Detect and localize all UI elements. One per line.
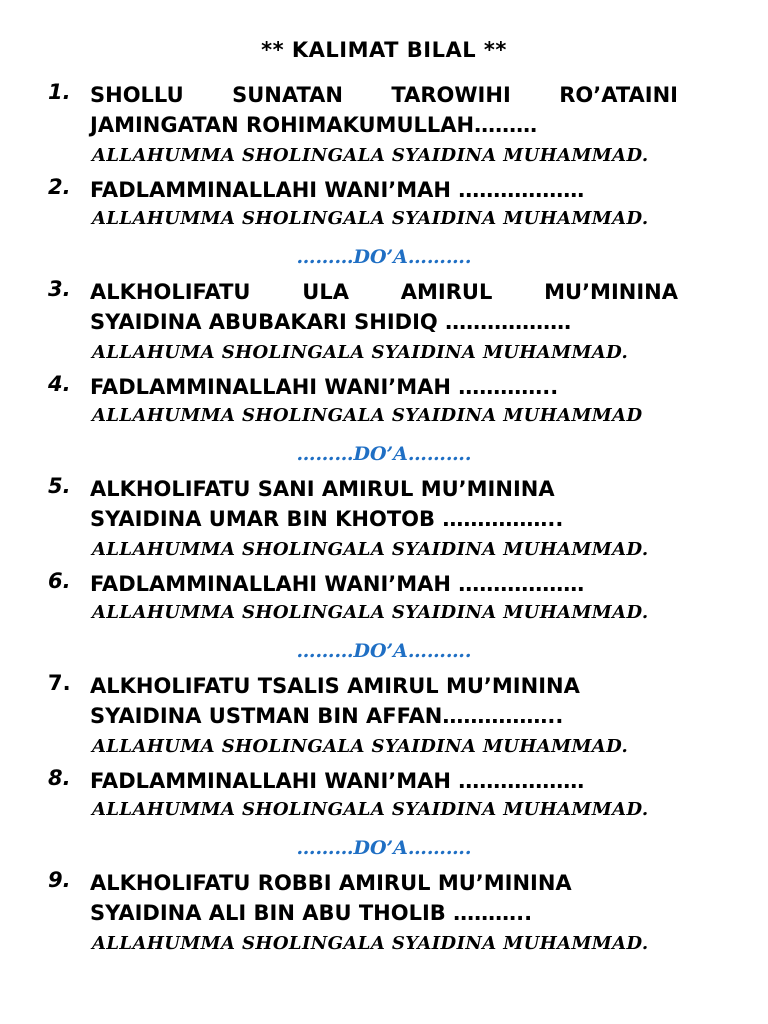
item-number: 5. [48, 474, 71, 498]
item-number: 4. [48, 372, 71, 396]
item-line: FADLAMMINALLAHI WANI’MAH ………….. [90, 375, 559, 399]
item-text [90, 868, 678, 928]
item-text [90, 671, 678, 731]
response-line: ALLAHUMMA SHOLINGALA SYAIDINA MUHAMMAD. [92, 539, 649, 560]
item-text [90, 569, 678, 599]
document-title: ** KALIMAT BILAL ** [261, 38, 507, 62]
item-line: FADLAMMINALLAHI WANI’MAH ……………… [90, 572, 585, 596]
item-number: 9. [48, 868, 71, 892]
item-text [90, 372, 678, 402]
response-line: ALLAHUMMA SHOLINGALA SYAIDINA MUHAMMAD. [92, 799, 649, 820]
response-line: ALLAHUMMA SHOLINGALA SYAIDINA MUHAMMAD. [92, 933, 649, 954]
response-line: ALLAHUMA SHOLINGALA SYAIDINA MUHAMMAD. [92, 736, 629, 757]
item-line: ALKHOLIFATU ROBBI AMIRUL MU’MININA [90, 871, 572, 895]
item-line: ALKHOLIFATU TSALIS AMIRUL MU’MININA [90, 674, 580, 698]
item-text [90, 766, 678, 796]
item-line: SYAIDINA ALI BIN ABU THOLIB ……….. [90, 901, 533, 925]
item-text [90, 80, 678, 140]
doa-heading: ………DO’A………. [296, 443, 472, 465]
doa-heading: ………DO’A………. [296, 246, 472, 268]
item-line: FADLAMMINALLAHI WANI’MAH ……………… [90, 178, 585, 202]
response-line: ALLAHUMMA SHOLINGALA SYAIDINA MUHAMMAD [92, 405, 643, 426]
item-line: FADLAMMINALLAHI WANI’MAH ……………… [90, 769, 585, 793]
item-line: SYAIDINA USTMAN BIN AFFAN…………….. [90, 704, 564, 728]
item-number: 2. [48, 175, 71, 199]
item-number: 3. [48, 277, 71, 301]
item-number: 7. [48, 671, 71, 695]
response-line: ALLAHUMA SHOLINGALA SYAIDINA MUHAMMAD. [92, 342, 629, 363]
item-text [90, 277, 678, 337]
item-line: JAMINGATAN ROHIMAKUMULLAH……… [90, 113, 538, 137]
item-line: SHOLLU SUNATAN TAROWIHI RO’ATAINI [90, 83, 678, 107]
item-text [90, 175, 678, 205]
response-line: ALLAHUMMA SHOLINGALA SYAIDINA MUHAMMAD. [92, 602, 649, 623]
item-number: 1. [48, 80, 71, 104]
doa-heading: ………DO’A………. [296, 640, 472, 662]
response-line: ALLAHUMMA SHOLINGALA SYAIDINA MUHAMMAD. [92, 145, 649, 166]
response-line: ALLAHUMMA SHOLINGALA SYAIDINA MUHAMMAD. [92, 208, 649, 229]
item-text [90, 474, 678, 534]
item-line: SYAIDINA ABUBAKARI SHIDIQ ……………… [90, 310, 572, 334]
item-line: SYAIDINA UMAR BIN KHOTOB …………….. [90, 507, 564, 531]
item-line: ALKHOLIFATU ULA AMIRUL MU’MININA [90, 280, 678, 304]
item-line: ALKHOLIFATU SANI AMIRUL MU’MININA [90, 477, 555, 501]
item-number: 8. [48, 766, 71, 790]
item-number: 6. [48, 569, 71, 593]
doa-heading: ………DO’A………. [296, 837, 472, 859]
